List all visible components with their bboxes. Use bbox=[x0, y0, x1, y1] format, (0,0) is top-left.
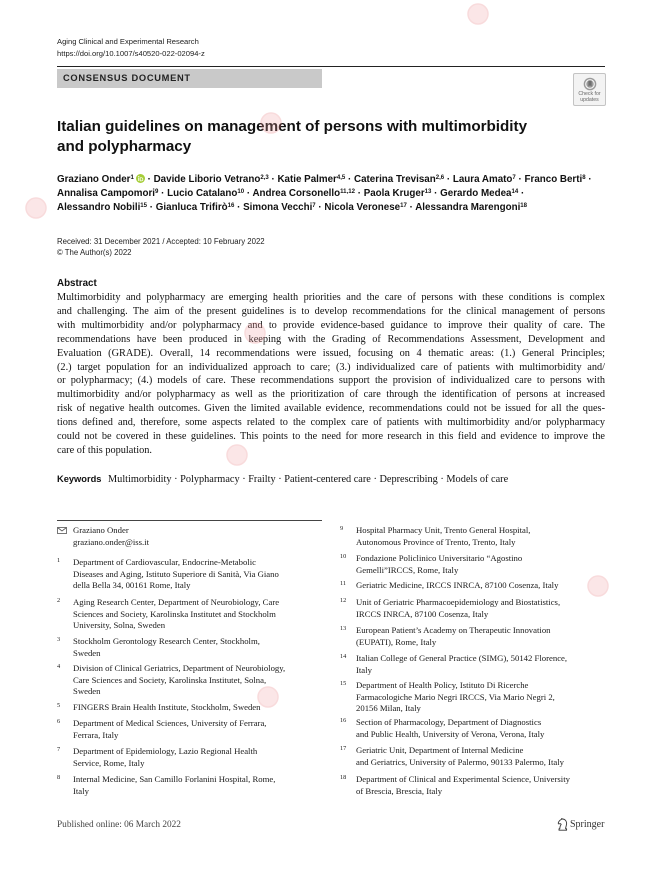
affiliation-line: Section of Pharmacology, Department of Diagnostics bbox=[356, 717, 542, 727]
affiliation-line: Stockholm Gerontology Research Center, Stockholm, bbox=[73, 636, 260, 646]
springer-knight-icon bbox=[557, 818, 568, 831]
affiliation-number: 13 bbox=[340, 625, 347, 632]
keyword: Deprescribing bbox=[379, 474, 438, 485]
author-separator: · bbox=[518, 174, 522, 185]
affiliation-line: Hospital Pharmacy Unit, Trento General Hospital, bbox=[356, 525, 531, 535]
affiliation-number: 12 bbox=[340, 597, 347, 604]
affiliation-line: Gemelli”IRCCS, Rome, Italy bbox=[356, 564, 459, 575]
affiliation-line: Department of Clinical and Experimental Science, University bbox=[356, 774, 570, 784]
author-separator: · bbox=[520, 188, 525, 199]
affiliation-line: of Brescia, Brescia, Italy bbox=[356, 785, 443, 796]
affiliation-number: 9 bbox=[340, 525, 344, 532]
author-affiliation-ref: 13 bbox=[424, 189, 432, 196]
affiliation-line: Department of Medical Sciences, University of Ferrara, bbox=[73, 718, 267, 728]
affiliation-line: Fondazione Policlinico Universitario “Agostino bbox=[356, 553, 523, 563]
keyword-separator: · bbox=[174, 474, 178, 485]
author-affiliation-ref: 2,3 bbox=[260, 175, 269, 182]
article-title bbox=[57, 117, 527, 157]
affiliation-line: 20156 Milan, Italy bbox=[356, 703, 421, 714]
affiliation-line: Sweden bbox=[73, 647, 101, 658]
keyword: Polypharmacy bbox=[180, 474, 240, 485]
article-type-banner bbox=[57, 69, 322, 88]
author-line-1 bbox=[57, 173, 592, 187]
author-separator: · bbox=[446, 174, 451, 185]
abstract-line: Multimorbidity and polypharmacy are emerging health priorities and the care of persons with these conditions is complex bbox=[57, 292, 605, 303]
author-list bbox=[57, 173, 592, 215]
abstract-body bbox=[57, 291, 605, 458]
abstract-line: recommendations have been produced in keeping with the Grading of Recommendations Assessment, Development and bbox=[57, 333, 605, 345]
author-name: Gerardo Medea bbox=[440, 188, 512, 199]
author-name: Laura Amato bbox=[452, 174, 513, 185]
author-name: Katie Palmer bbox=[277, 174, 337, 185]
keyword-separator: · bbox=[278, 474, 282, 485]
author-affiliation-ref: 16 bbox=[227, 203, 235, 210]
keywords-label: Keywords bbox=[57, 474, 102, 484]
orcid-icon[interactable] bbox=[136, 174, 145, 183]
affiliation-line: Diseases and Aging, Istituto Superiore di Sanità, Via Giano bbox=[73, 568, 279, 579]
affiliation-number: 6 bbox=[57, 718, 61, 725]
author-separator: · bbox=[237, 202, 241, 213]
author-line-3 bbox=[57, 201, 592, 215]
author-name: Nicola Veronese bbox=[324, 202, 401, 213]
keyword: Patient-centered care bbox=[284, 474, 371, 485]
abstract-line: and challenging. The aim of the present guidelines is to develop recommendations for the clinical management of persons bbox=[57, 305, 605, 317]
keyword-separator: · bbox=[373, 474, 377, 485]
affiliation-number: 2 bbox=[57, 597, 61, 604]
envelope-icon bbox=[57, 527, 67, 534]
author-separator: · bbox=[434, 188, 438, 199]
author-affiliation-ref: 14 bbox=[511, 189, 519, 196]
abstract-line: multimorbidity and/or polypharmacy as well as the prioritization of care through the identification of persons at increased bbox=[57, 389, 605, 401]
author-affiliation-ref: 7 bbox=[512, 175, 516, 182]
affiliation-line: Aging Research Center, Department of Neurobiology, Care bbox=[73, 597, 280, 607]
author-affiliation-ref: 2,6 bbox=[435, 175, 445, 182]
abstract-line: could not be covered in these guidelines. This points to the need for more research in this field and evidence to improve the bbox=[57, 431, 605, 443]
affiliation-line: University, Solna, Sweden bbox=[73, 620, 166, 631]
affiliation-line: Internal Medicine, San Camillo Forlanini Hospital, Rome, bbox=[73, 774, 276, 784]
check-updates-line2: updates bbox=[580, 96, 599, 103]
author-affiliation-ref: 18 bbox=[520, 203, 528, 210]
author-name: Alessandro Nobili bbox=[57, 202, 141, 213]
author-separator: · bbox=[318, 202, 322, 213]
abstract-line: tions defined and, therefore, some aspects related to the complex care of patients with multimorbidity and/or polypharmacy bbox=[57, 417, 605, 429]
affiliation-line: European Patient’s Academy on Therapeutic Innovation bbox=[356, 625, 551, 635]
correspondence-email[interactable]: graziano.onder@iss.it bbox=[73, 536, 150, 547]
author-separator: · bbox=[588, 174, 592, 185]
author-name: Franco Berti bbox=[524, 174, 583, 185]
affiliation-number: 17 bbox=[340, 745, 347, 752]
affiliation-line: Department of Health Policy, Istituto Di Ricerche bbox=[356, 680, 529, 690]
affiliation-number: 3 bbox=[57, 636, 61, 643]
affiliation-line: Sweden bbox=[73, 686, 101, 697]
affiliation-line: (EUPATI), Rome, Italy bbox=[356, 636, 437, 647]
springer-wordmark: Springer bbox=[570, 819, 605, 830]
author-separator: · bbox=[147, 174, 151, 185]
keyword: Multimorbidity bbox=[108, 474, 172, 485]
affiliation-number: 11 bbox=[340, 580, 347, 587]
affiliation-line: Care Sciences and Society, Karolinska Institutet, Solna, bbox=[73, 674, 267, 685]
author-name: Caterina Trevisan bbox=[354, 174, 436, 185]
correspondence-name: Graziano Onder bbox=[73, 525, 129, 535]
author-name: Andrea Corsonello bbox=[252, 188, 341, 199]
keyword: Frailty bbox=[248, 474, 276, 485]
author-separator: · bbox=[357, 188, 361, 199]
affiliation-line: Unit of Geriatric Pharmacoepidemiology and Biostatistics, bbox=[356, 597, 561, 607]
copyright: © The Author(s) 2022 bbox=[57, 248, 132, 257]
keyword-separator: · bbox=[242, 474, 246, 485]
author-affiliation-ref: 17 bbox=[400, 203, 407, 210]
abstract-heading: Abstract bbox=[57, 278, 97, 289]
title-line-1: Italian guidelines on management of persons with multimorbidity bbox=[57, 118, 528, 135]
author-separator: · bbox=[246, 188, 251, 199]
author-line-2 bbox=[57, 187, 592, 201]
affiliation-line: Ferrara, Italy bbox=[73, 729, 119, 740]
affiliation-line: Sciences and Society, Karolinska Institutet and Stockholm bbox=[73, 608, 276, 619]
affiliation-line: FINGERS Brain Health Institute, Stockholm, Sweden bbox=[73, 702, 261, 712]
title-line-2: and polypharmacy bbox=[57, 138, 192, 155]
author-separator: · bbox=[271, 174, 275, 185]
abstract-line: (2.) target population for an individualized approach to care; (3.) individualized care of patients with multimorbidity and/ bbox=[57, 361, 605, 373]
author-separator: · bbox=[149, 202, 154, 213]
author-separator: · bbox=[161, 188, 165, 199]
abstract-line: care of this population. bbox=[57, 444, 152, 456]
affiliation-line: Italy bbox=[73, 785, 89, 796]
affiliation-line: IRCCS INRCA, 87100 Cosenza, Italy bbox=[356, 608, 489, 619]
affiliation-number: 16 bbox=[340, 717, 347, 724]
affiliation-number: 5 bbox=[57, 702, 61, 709]
affiliation-line: and Public Health, University of Verona, Verona, Italy bbox=[356, 728, 545, 739]
affiliation-line: Geriatric Medicine, IRCCS INRCA, 87100 Cosenza, Italy bbox=[356, 580, 559, 590]
affiliation-line: Farmacologiche Mario Negri IRCCS, Via Mario Negri 2, bbox=[356, 691, 555, 702]
affiliation-line: Geriatric Unit, Department of Internal Medicine bbox=[356, 745, 524, 755]
keywords bbox=[57, 472, 508, 487]
doi-link[interactable]: https://doi.org/10.1007/s40520-022-02094-z bbox=[57, 49, 205, 58]
article-type: CONSENSUS DOCUMENT bbox=[63, 73, 191, 83]
author-name: Simona Vecchi bbox=[243, 202, 313, 213]
check-updates-line1: Check for bbox=[578, 91, 601, 97]
check-for-updates-badge[interactable] bbox=[573, 73, 606, 106]
affiliation-number: 10 bbox=[340, 553, 347, 560]
author-affiliation-ref: 8 bbox=[582, 175, 586, 182]
author-separator: · bbox=[409, 202, 413, 213]
author-name: Lucio Catalano bbox=[167, 188, 238, 199]
footnote-rule bbox=[57, 520, 322, 521]
author-name: Alessandra Marengoni bbox=[415, 202, 521, 213]
author-name: Annalisa Campomori bbox=[57, 188, 155, 199]
keyword-separator: · bbox=[440, 474, 444, 485]
journal-header bbox=[57, 36, 205, 60]
abstract-line: or polypharmacy; (4.) models of care. These recommendations support the provision of individualized care to persons with bbox=[57, 375, 605, 387]
affiliation-line: Italian College of General Practice (SIMG), 50142 Florence, bbox=[356, 653, 568, 663]
author-affiliation-ref: 15 bbox=[140, 203, 148, 210]
published-online: Published online: 06 March 2022 bbox=[57, 820, 181, 830]
affiliation-line: and Geriatrics, University of Palermo, 90133 Palermo, Italy bbox=[356, 756, 564, 767]
author-affiliation-ref: 1 bbox=[130, 175, 134, 182]
affiliation-number: 15 bbox=[340, 680, 347, 687]
author-affiliation-ref: 7 bbox=[312, 203, 316, 210]
affiliation-line: Autonomous Province of Trento, Trento, Italy bbox=[356, 536, 516, 547]
affiliation-line: Department of Cardiovascular, Endocrine-Metabolic bbox=[73, 557, 256, 567]
check-updates-icon bbox=[583, 77, 597, 91]
journal-name: Aging Clinical and Experimental Research bbox=[57, 37, 199, 46]
received-accepted: Received: 31 December 2021 / Accepted: 10 February 2022 bbox=[57, 237, 265, 246]
abstract-line: Evaluation (GRADE). Overall, 14 recommendations were issued, focusing on 4 thematic areas: (1.) General Principles; bbox=[57, 347, 605, 359]
author-affiliation-ref: 4,5 bbox=[336, 175, 346, 182]
keyword: Models of care bbox=[446, 474, 509, 485]
affiliation-line: Division of Clinical Geriatrics, Department of Neurobiology, bbox=[73, 663, 286, 673]
abstract-line: with multimorbidity and/or polypharmacy and to provide evidence-based guidance to improve their quality of care. The bbox=[57, 319, 605, 331]
affiliation-line: Department of Epidemiology, Lazio Regional Health bbox=[73, 746, 258, 756]
author-affiliation-ref: 11,12 bbox=[340, 189, 355, 196]
affiliation-number: 7 bbox=[57, 746, 61, 753]
author-affiliation-ref: 9 bbox=[155, 189, 159, 196]
affiliation-number: 14 bbox=[340, 653, 347, 660]
affiliation-line: Italy bbox=[356, 664, 372, 675]
author-affiliation-ref: 10 bbox=[237, 189, 245, 196]
header-rule bbox=[57, 66, 605, 67]
affiliation-number: 18 bbox=[340, 774, 347, 781]
author-name: Gianluca Trifirò bbox=[155, 202, 228, 213]
affiliation-line: Service, Rome, Italy bbox=[73, 757, 145, 768]
author-name: Graziano Onder bbox=[57, 174, 131, 185]
author-name: Davide Liborio Vetrano bbox=[153, 174, 261, 185]
affiliation-number: 8 bbox=[57, 774, 61, 781]
affiliation-line: della Bella 34, 00161 Rome, Italy bbox=[73, 580, 191, 591]
article-dates bbox=[57, 236, 265, 258]
author-separator: · bbox=[348, 174, 352, 185]
affiliation-number: 4 bbox=[57, 663, 61, 670]
abstract-line: risk of negative health outcomes. Given the limited available evidence, recommendations could not be issued for all the ques- bbox=[57, 403, 605, 415]
affiliation-number: 1 bbox=[57, 557, 61, 564]
author-name: Paola Kruger bbox=[363, 188, 425, 199]
